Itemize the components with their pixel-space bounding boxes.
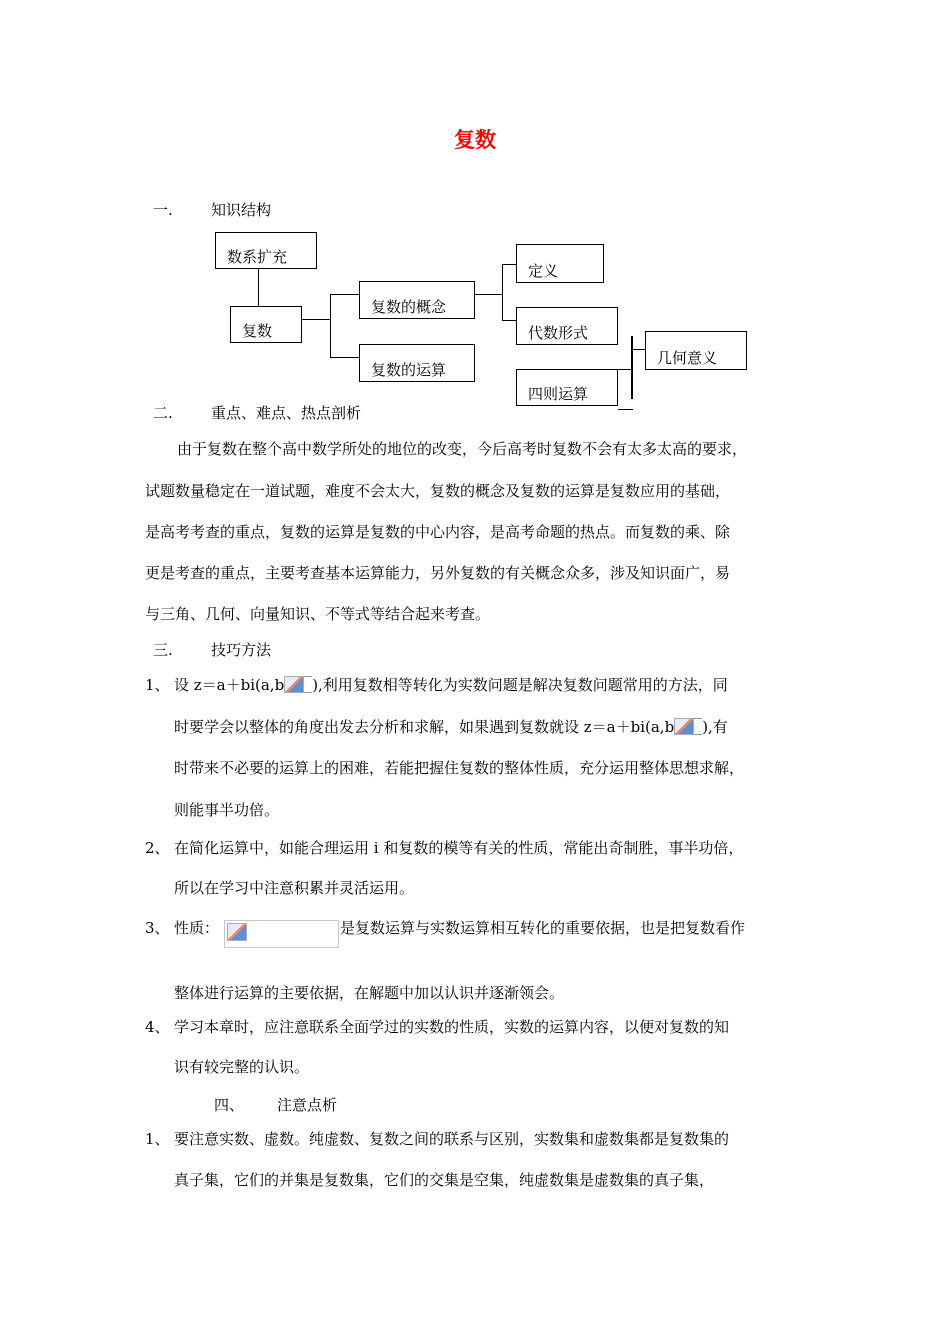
node-shushu-kuochong [215, 232, 317, 269]
section4-heading: 注意点析 [277, 1096, 338, 1114]
connector-line [330, 294, 331, 357]
item1-line1 [174, 675, 728, 695]
node-label: 数系扩充 [227, 248, 288, 266]
paragraph-line: 所以在学习中注意积累并灵活运用。 [174, 879, 415, 897]
page-title: 复数 [454, 127, 496, 152]
paragraph-line: 在简化运算中，如能合理运用 i 和复数的模等有关的性质，常能出奇制胜，事半功倍， [174, 839, 744, 857]
property-label: 性质： [174, 919, 220, 937]
connector-line [631, 336, 633, 399]
node-dingyi [516, 244, 604, 283]
image-frame [304, 676, 312, 693]
paragraph-line: 整体进行运算的主要依据，在解题中加以认识并逐渐领会。 [174, 984, 565, 1002]
paragraph-line: 更是考查的重点，主要考查基本运算能力，另外复数的有关概念众多，涉及知识面广，易 [145, 564, 731, 582]
node-label: 复数的概念 [371, 298, 447, 316]
connector-line [633, 349, 645, 350]
connector-line [502, 264, 503, 320]
paragraph-line: 识有较完整的认识。 [174, 1058, 310, 1076]
node-jihe-yiyi [645, 331, 747, 370]
node-daishu-xingshi [516, 307, 618, 345]
paragraph-line: 是高考考查的重点，复数的运算是复数的中心内容，是高考命题的热点。而复数的乘、除 [145, 523, 731, 541]
item-number: 2、 [145, 839, 170, 857]
section2-heading: 重点、难点、热点剖析 [211, 404, 362, 422]
node-label: 代数形式 [528, 324, 589, 342]
section3-number: 三. [153, 641, 173, 659]
paragraph-line: 学习本章时，应注意联系全面学过的实数的性质，实数的运算内容，以便对复数的知 [174, 1018, 730, 1036]
node-sice-yunsuan [516, 369, 618, 406]
section2-number: 二. [153, 404, 173, 422]
node-yunsuan [359, 344, 475, 382]
item-number: 1、 [145, 676, 170, 694]
connector-line [502, 320, 516, 321]
text-segment: 设 z＝a＋bi(a,b [174, 676, 285, 694]
section4-number: 四、 [214, 1096, 245, 1114]
paragraph-line: 是复数运算与实数运算相互转化的重要依据，也是把复数看作 [340, 919, 746, 937]
section1-number: 一. [153, 201, 173, 219]
text-segment: ),有 [702, 718, 728, 736]
image-frame [694, 718, 702, 735]
connector-line [502, 264, 516, 265]
section3-heading: 技巧方法 [211, 641, 272, 659]
node-label: 四则运算 [528, 385, 589, 403]
paragraph-line: 要注意实数、虚数。纯虚数、复数之间的联系与区别，实数集和虚数集都是复数集的 [174, 1130, 730, 1148]
connector-line [302, 319, 331, 320]
broken-image-icon [674, 718, 694, 735]
paragraph-line: 时带来不必要的运算上的困难，若能把握住复数的整体性质，充分运用整体思想求解， [174, 759, 745, 777]
paragraph-line: 真子集，它们的并集是复数集，它们的交集是空集，纯虚数集是虚数集的真子集， [174, 1171, 715, 1189]
text-segment: 时要学会以整体的角度出发去分析和求解，如果遇到复数就设 z＝a＋bi(a,b [174, 718, 675, 736]
text-segment: ),利用复数相等转化为实数问题是解决复数问题常用的方法，同 [312, 676, 728, 694]
connector-line [258, 269, 259, 306]
paragraph-line: 由于复数在整个高中数学所处的地位的改变，今后高考时复数不会有太多太高的要求， [177, 440, 748, 458]
item-number: 3、 [145, 919, 170, 937]
section1-heading: 知识结构 [211, 201, 272, 219]
item-number: 1、 [145, 1130, 170, 1148]
node-gainian [359, 281, 475, 319]
broken-image-icon [284, 676, 304, 693]
connector-line [475, 294, 503, 295]
node-label: 复数的运算 [371, 361, 447, 379]
connector-line [618, 369, 631, 370]
connector-line [618, 409, 633, 410]
node-label: 几何意义 [657, 349, 718, 367]
node-fushu [230, 306, 302, 343]
connector-line [330, 357, 359, 358]
broken-image-icon [227, 923, 247, 941]
connector-line [330, 294, 359, 295]
item-number: 4、 [145, 1018, 170, 1036]
formula-image-placeholder [224, 920, 339, 948]
item1-line2 [174, 717, 728, 737]
node-label: 定义 [528, 262, 559, 280]
paragraph-line: 试题数量稳定在一道试题，难度不会太大，复数的概念及复数的运算是复数应用的基础， [145, 482, 731, 500]
paragraph-line: 与三角、几何、向量知识、不等式等结合起来考查。 [145, 605, 491, 623]
paragraph-line: 则能事半功倍。 [174, 801, 280, 819]
node-label: 复数 [242, 322, 273, 340]
